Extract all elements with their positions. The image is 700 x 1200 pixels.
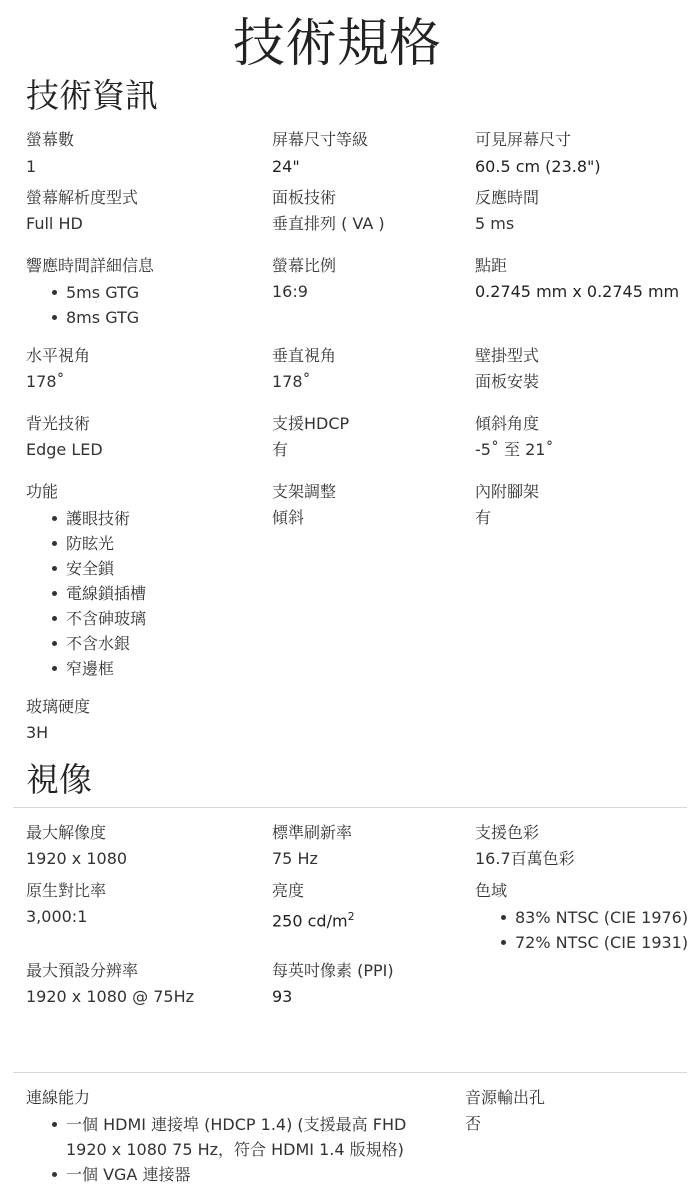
spec-value-aspect-ratio: 16:9 (272, 282, 308, 301)
spec-label-brightness: 亮度 (272, 881, 305, 900)
list-item: 不含水銀 (26, 631, 146, 656)
spec-value-ppi: 93 (272, 987, 293, 1006)
section-divider (13, 1072, 687, 1073)
spec-label-gamut: 色域 (475, 881, 508, 900)
list-item: 72% NTSC (CIE 1931) (475, 930, 688, 955)
bullet-dot-icon (52, 516, 57, 521)
list-item: 5ms GTG (26, 280, 139, 305)
gamut-list (475, 905, 688, 955)
spec-label-builtin-stand: 內附腳架 (475, 482, 540, 501)
spec-value-horizontal-view: 178˚ (26, 372, 65, 391)
bullet-dot-icon (52, 541, 57, 546)
list-item: 窄邊框 (26, 656, 146, 681)
spec-label-response-detail: 響應時間詳細信息 (26, 256, 155, 275)
spec-label-screen-size-class: 屏幕尺寸等級 (272, 130, 369, 149)
bullet-dot-icon (52, 1122, 57, 1127)
spec-label-visible-size: 可見屏幕尺寸 (475, 130, 572, 149)
spec-value-monitors: 1 (26, 157, 37, 176)
spec-label-stand-adjust: 支架調整 (272, 482, 337, 501)
bullet-dot-icon (52, 616, 57, 621)
spec-label-vertical-view: 垂直視角 (272, 346, 337, 365)
bullet-dot-icon (52, 641, 57, 646)
spec-label-features: 功能 (26, 482, 59, 501)
bullet-dot-icon (52, 666, 57, 671)
list-item: 電線鎖插槽 (26, 581, 146, 606)
list-item: 一個 VGA 連接器 (26, 1162, 446, 1187)
spec-label-connectivity: 連線能力 (26, 1088, 91, 1107)
spec-value-panel-tech: 垂直排列 ( VA ) (272, 214, 385, 233)
spec-value-pixel-pitch: 0.2745 mm x 0.2745 mm (475, 282, 680, 301)
section-heading-tech-info: 技術資訊 (26, 76, 158, 115)
spec-label-resolution-type: 螢幕解析度型式 (26, 188, 139, 207)
spec-label-response-time: 反應時間 (475, 188, 540, 207)
spec-value-max-preset: 1920 x 1080 @ 75Hz (26, 987, 195, 1006)
page-title: 技術規格 (232, 14, 441, 74)
list-item: 一個 HDMI 連接埠 (HDCP 1.4) (支援最高 FHD 1920 x 1080 75 Hz，符合 HDMI 1.4 版規格) (26, 1112, 446, 1162)
list-item: 護眼技術 (26, 506, 146, 531)
spec-label-tilt: 傾斜角度 (475, 414, 540, 433)
spec-label-monitors: 螢幕數 (26, 130, 75, 149)
spec-value-backlight: Edge LED (26, 440, 103, 459)
spec-value-vertical-view: 178˚ (272, 372, 311, 391)
spec-value-audio-out: 否 (465, 1114, 482, 1133)
spec-value-visible-size: 60.5 cm (23.8") (475, 157, 601, 176)
spec-value-response-time: 5 ms (475, 214, 515, 233)
spec-label-aspect-ratio: 螢幕比例 (272, 256, 337, 275)
list-item: 防眩光 (26, 531, 146, 556)
bullet-dot-icon (52, 290, 57, 295)
spec-label-contrast: 原生對比率 (26, 881, 107, 900)
bullet-dot-icon (52, 566, 57, 571)
spec-value-brightness: 250 $cd/m^2$ (272, 910, 355, 931)
spec-value-contrast: 3,000:1 (26, 907, 88, 926)
response-detail-list (26, 280, 139, 330)
spec-value-max-resolution: 1920 x 1080 (26, 849, 128, 868)
section-heading-video: 視像 (26, 760, 92, 799)
spec-label-hdcp: 支援HDCP (272, 414, 350, 433)
spec-value-color-support: 16.7百萬色彩 (475, 849, 575, 868)
spec-label-panel-tech: 面板技術 (272, 188, 337, 207)
spec-value-glass-hardness: 3H (26, 723, 49, 742)
bullet-dot-icon (501, 915, 506, 920)
spec-label-horizontal-view: 水平視角 (26, 346, 91, 365)
bullet-dot-icon (52, 1172, 57, 1177)
spec-label-max-preset: 最大預設分辨率 (26, 961, 139, 980)
bullet-dot-icon (52, 315, 57, 320)
spec-value-tilt: -5˚ 至 21˚ (475, 440, 554, 459)
features-list (26, 506, 146, 681)
spec-value-screen-size-class: 24" (272, 157, 300, 176)
spec-value-refresh-rate: 75 Hz (272, 849, 318, 868)
spec-label-glass-hardness: 玻璃硬度 (26, 697, 91, 716)
spec-value-resolution-type: Full HD (26, 214, 83, 233)
spec-label-max-resolution: 最大解像度 (26, 823, 107, 842)
spec-value-stand-adjust: 傾斜 (272, 508, 305, 527)
spec-label-audio-out: 音源輸出孔 (465, 1088, 546, 1107)
spec-label-ppi: 每英吋像素 (PPI) (272, 961, 394, 980)
list-item: 不含砷玻璃 (26, 606, 146, 631)
list-item: 8ms GTG (26, 305, 139, 330)
spec-label-wall-mount: 壁掛型式 (475, 346, 540, 365)
spec-value-wall-mount: 面板安裝 (475, 372, 540, 391)
section-divider (13, 807, 687, 808)
spec-label-refresh-rate: 標準刷新率 (272, 823, 353, 842)
spec-label-color-support: 支援色彩 (475, 823, 540, 842)
bullet-dot-icon (501, 940, 506, 945)
bullet-dot-icon (52, 591, 57, 596)
spec-value-builtin-stand: 有 (475, 508, 492, 527)
spec-label-backlight: 背光技術 (26, 414, 91, 433)
connectivity-list (26, 1112, 446, 1187)
spec-value-hdcp: 有 (272, 440, 289, 459)
list-item: 安全鎖 (26, 556, 146, 581)
list-item: 83% NTSC (CIE 1976) (475, 905, 688, 930)
spec-label-pixel-pitch: 點距 (475, 256, 508, 275)
